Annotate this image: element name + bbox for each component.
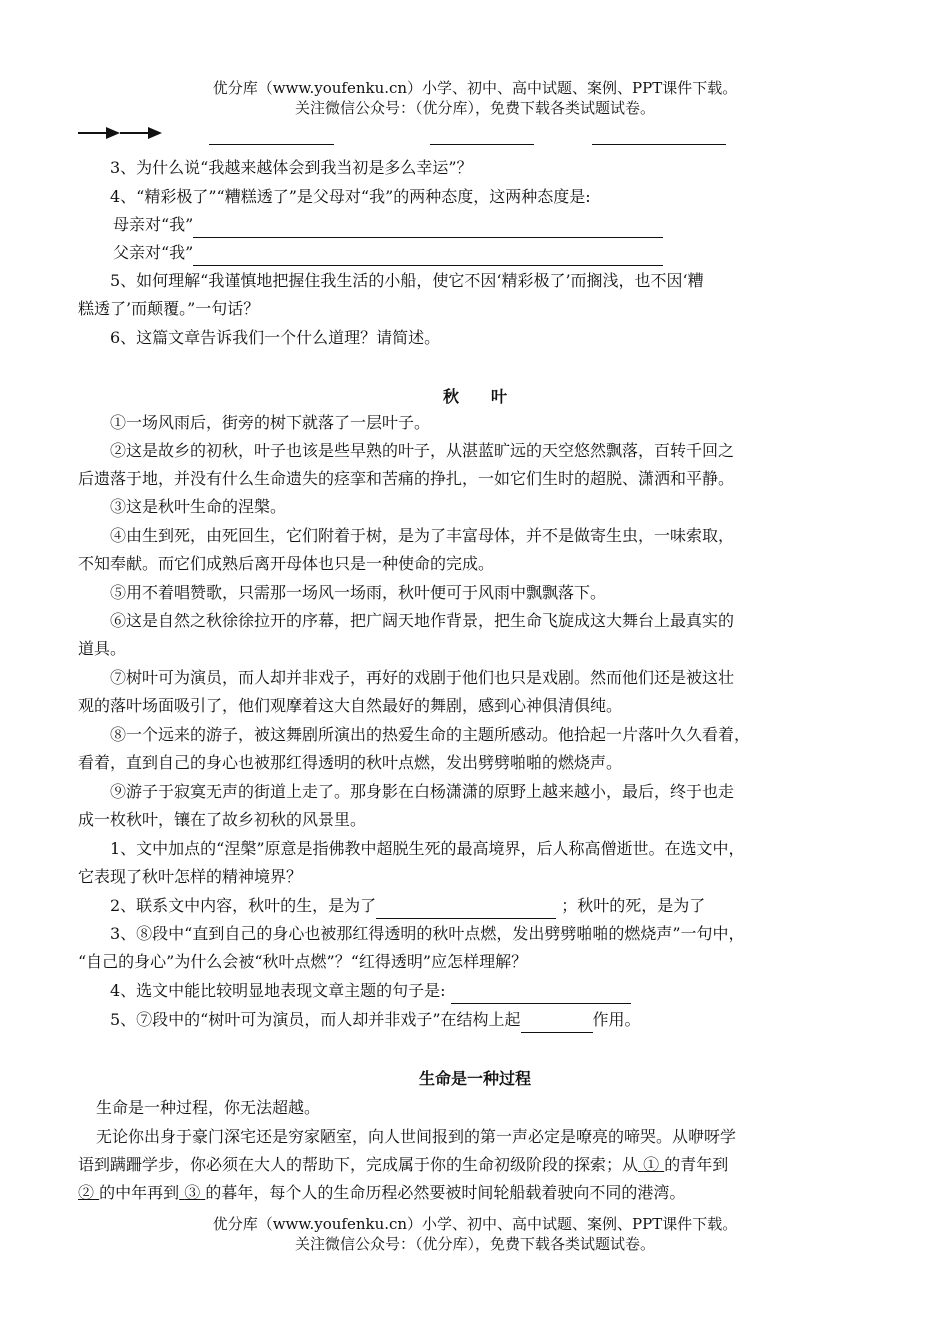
life-title: 生命是一种过程 <box>418 1069 531 1088</box>
life-blank-2[interactable]: ② <box>78 1183 95 1202</box>
autumn-question-5 <box>78 1007 884 1033</box>
autumn-question-5-text-b: 作用。 <box>592 1010 641 1029</box>
autumn-question-1-line-2: 它表现了秋叶怎样的精神境界？ <box>78 867 303 886</box>
theme-sentence-answer-blank[interactable] <box>451 985 631 1004</box>
top-answer-blank-2[interactable] <box>430 144 534 145</box>
header-line-1: 优分库（www.youfenku.cn）小学、初中、高中试题、案例、PPT课件下载。 <box>212 79 738 97</box>
father-label: 父亲对“我” <box>113 243 194 262</box>
life-p1: 生命是一种过程，你无法超越。 <box>96 1098 321 1117</box>
life-p2-line-3-text-b: 的暮年，每个人的生命历程必然要被时间轮船载着驶向不同的港湾。 <box>205 1183 686 1202</box>
autumn-p4-line-2: 不知奉献。而它们成熟后离开母体也只是一种使命的完成。 <box>78 554 495 573</box>
mother-label: 母亲对“我” <box>113 215 194 234</box>
life-p2-line-2-text: 语到蹒跚学步，你必须在大人的帮助下，完成属于你的生命初级阶段的探索；从 <box>78 1155 639 1174</box>
mother-attitude <box>113 212 663 238</box>
autumn-p5: ⑤用不着唱赞歌，只需那一场风一场雨，秋叶便可于风雨中飘飘落下。 <box>110 583 607 602</box>
autumn-question-2 <box>78 893 884 919</box>
autumn-question-4 <box>78 978 884 1004</box>
top-answer-blank-1[interactable] <box>209 144 334 145</box>
footer-line-2: 关注微信公众号：（优分库），免费下载各类试题试卷。 <box>294 1235 655 1253</box>
autumn-question-2-text-a: 2、联系文中内容，秋叶的生，是为了 <box>110 896 377 915</box>
life-p2-line-3-text-a: 的中年再到 <box>99 1183 180 1202</box>
question-5-line-1: 5、如何理解“我谨慎地把握住我生活的小船，使它不因‘精彩极了’而搁浅，也不因‘糟 <box>110 271 704 290</box>
top-answer-blank-3[interactable] <box>592 144 726 145</box>
question-4: 4、“精彩极了”“糟糕透了”是父母对“我”的两种态度，这两种态度是: <box>110 187 591 206</box>
autumn-p8-line-2: 看着，直到自己的身心也被那红得透明的秋叶点燃，发出劈劈啪啪的燃烧声。 <box>78 753 623 772</box>
autumn-p6-line-1: ⑥这是自然之秋徐徐拉开的序幕，把广阔天地作背景，把生命飞旋成这大舞台上最真实的 <box>110 611 735 630</box>
autumn-p7-line-2: 观的落叶场面吸引了，他们观摩着这大自然最好的舞剧，感到心神俱清俱纯。 <box>78 696 623 715</box>
footer-line-1: 优分库（www.youfenku.cn）小学、初中、高中试题、案例、PPT课件下载。 <box>212 1215 738 1233</box>
autumn-question-3-line-1: 3、⑧段中“直到自己的身心也被那红得透明的秋叶点燃，发出劈劈啪啪的燃烧声”一句中， <box>110 924 745 943</box>
autumn-question-3-line-2: “自己的身心”为什么会被“秋叶点燃”？“红得透明”应怎样理解？ <box>78 952 528 971</box>
header-line-2: 关注微信公众号：（优分库），免费下载各类试题试卷。 <box>294 99 655 117</box>
autumn-question-4-text: 4、选文中能比较明显地表现文章主题的句子是: <box>110 981 446 1000</box>
question-5-line-2: 糕透了’而颠覆。”一句话？ <box>78 299 260 318</box>
mother-answer-blank[interactable] <box>193 219 663 238</box>
autumn-p6-line-2: 道具。 <box>78 639 127 658</box>
autumn-p9-line-2: 成一枚秋叶，镶在了故乡初秋的风景里。 <box>78 810 367 829</box>
life-p2-line-2 <box>78 1152 884 1178</box>
autumn-p1: ①一场风雨后，街旁的树下就落了一层叶子。 <box>110 413 431 432</box>
life-p2-line-2-end: 的青年到 <box>664 1155 729 1174</box>
life-p2-line-1: 无论你出身于豪门深宅还是穷家陋室，向人世间报到的第一声必定是嘹亮的啼哭。从咿呀学 <box>96 1127 737 1146</box>
autumn-p8-line-1: ⑧一个远来的游子，被这舞剧所演出的热爱生命的主题所感动。他拾起一片落叶久久看着， <box>110 725 751 744</box>
question-6: 6、这篇文章告诉我们一个什么道理？请简述。 <box>110 328 441 347</box>
autumn-p2-line-1: ②这是故乡的初秋，叶子也该是些早熟的叶子，从湛蓝旷远的天空悠然飘落，百转千回之 <box>110 441 735 460</box>
autumn-p7-line-1: ⑦树叶可为演员，而人却并非戏子，再好的戏剧于他们也只是戏剧。然而他们还是被这壮 <box>110 668 735 687</box>
autumn-p3: ③这是秋叶生命的涅槃。 <box>110 497 287 516</box>
father-attitude <box>113 240 663 266</box>
autumn-p4-line-1: ④由生到死，由死回生，它们附着于树，是为了丰富母体，并不是做寄生虫，一味索取， <box>110 526 735 545</box>
question-3: 3、为什么说“我越来越体会到我当初是多么幸运”？ <box>110 158 473 177</box>
autumn-p2-line-2: 后遗落于地，并没有什么生命遗失的痉挛和苦痛的挣扎，一如它们生时的超脱、潇洒和平静。 <box>78 469 735 488</box>
life-blank-1[interactable]: ① <box>643 1155 660 1174</box>
autumn-question-1-line-1: 1、文中加点的“涅槃”原意是指佛教中超脱生死的最高境界，后人称高僧逝世。在选文中， <box>110 839 745 858</box>
flow-arrows-icon <box>78 125 168 141</box>
father-answer-blank[interactable] <box>193 247 663 266</box>
autumn-question-5-text-a: 5、⑦段中的“树叶可为演员，而人却并非戏子”在结构上起 <box>110 1010 521 1029</box>
leaf-life-answer-blank[interactable] <box>376 900 556 919</box>
autumn-title: 秋 叶 <box>442 387 507 406</box>
autumn-question-2-text-b: ；秋叶的死，是为了 <box>561 896 706 915</box>
structure-role-answer-blank[interactable] <box>521 1014 593 1033</box>
life-p2-line-3 <box>78 1180 884 1206</box>
life-blank-3[interactable]: ③ <box>184 1183 201 1202</box>
autumn-p9-line-1: ⑨游子于寂寞无声的街道上走了。那身影在白杨潇潇的原野上越来越小，最后，终于也走 <box>110 782 735 801</box>
